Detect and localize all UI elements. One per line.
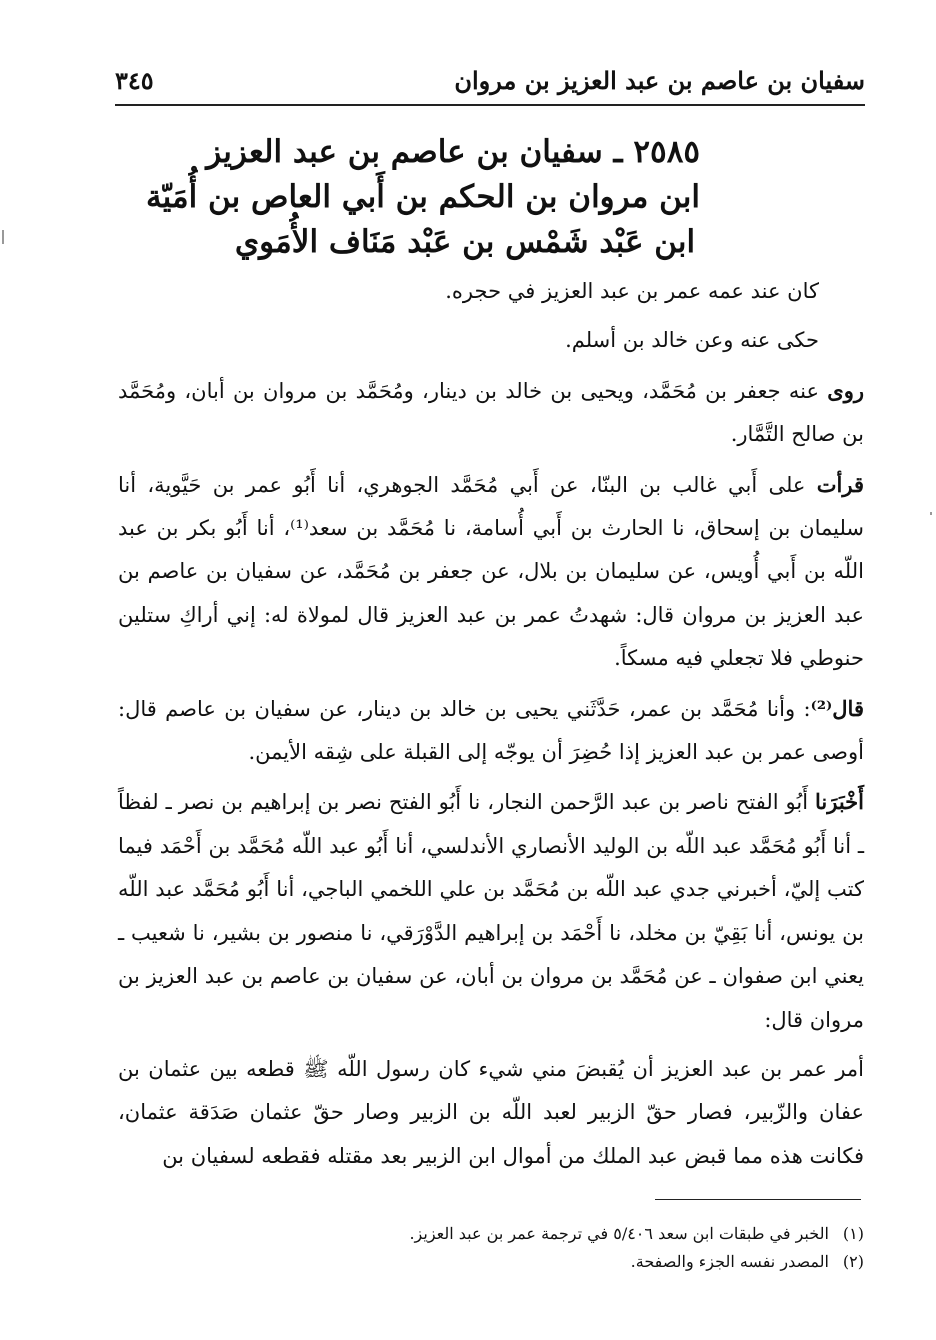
paragraph-5-lead: قال⁽²⁾ bbox=[810, 695, 864, 721]
paragraph-2: حكى عنه وعن خالد بن أسلم. bbox=[565, 328, 819, 353]
paragraph-5-text: : وأنا مُحَمَّد بن عمر، حَدَّثَني يحيى بن خالد بن دينار، عن سفيان بن عاصم قال: أوصى عمر بن عبد العزيز إذا حُضِرَ أن يوجّه إلى القبلة على شِقه الأيمن. bbox=[118, 696, 864, 765]
footnotes bbox=[118, 1220, 864, 1276]
heading-line-1: ٢٥٨٥ ـ سفيان بن عاصم بن عبد العزيز bbox=[206, 134, 700, 170]
paragraph-5 bbox=[118, 687, 864, 775]
paragraph-7: أمر عمر بن عبد العزيز أن يُقبضَ مني شيء كان رسول اللّه ﷺ قطعه بين عثمان بن عفان والزّبير، فصار حقّ الزبير لعبد اللّه بن الزبير وصار حقّ عثمان صَدَقة عثمان، فكانت هذه مما قبض عبد الملك من أموال ابن الزبير بعد مقتله فقطعه لسفيان بن bbox=[118, 1056, 864, 1168]
body-text bbox=[118, 270, 864, 1184]
heading-line-2: ابن مروان بن الحكم بن أَبي العاص بن أُمَيّة bbox=[146, 179, 700, 215]
paragraph-6 bbox=[118, 780, 864, 1041]
footnote-rule bbox=[655, 1199, 861, 1200]
running-title: سفيان بن عاصم بن عبد العزيز بن مروان bbox=[454, 66, 865, 95]
footnote-1 bbox=[118, 1220, 864, 1248]
paragraph-4-lead: قرأت bbox=[816, 471, 864, 497]
paragraph-6-lead: أَخْبَرَنا bbox=[815, 789, 864, 815]
footnote-1-number: (١) bbox=[842, 1224, 864, 1243]
entry-heading bbox=[146, 130, 700, 265]
paragraph-4 bbox=[118, 463, 864, 681]
footnote-2-text: المصدر نفسه الجزء والصفحة. bbox=[630, 1252, 829, 1271]
footnote-2-number: (٢) bbox=[842, 1252, 864, 1271]
page-number: ٣٤٥ bbox=[115, 66, 154, 95]
heading-line-3: ابن عَبْد شَمْس بن عَبْد مَنَاف الأُمَوي bbox=[234, 224, 696, 260]
scan-edge-mark bbox=[2, 230, 4, 244]
paragraph-1: كان عند عمه عمر بن عبد العزيز في حجره. bbox=[445, 279, 819, 303]
header-rule bbox=[115, 104, 865, 106]
paragraph-3-text: عنه جعفر بن مُحَمَّد، ويحيى بن خالد بن دينار، ومُحَمَّد بن مروان بن أبان، ومُحَمَّد بن صالح التَّمَّار. bbox=[118, 378, 864, 447]
paragraph-3-lead: روى bbox=[827, 377, 864, 403]
footnote-2 bbox=[118, 1248, 864, 1276]
paragraph-3 bbox=[118, 369, 864, 457]
footnote-1-text: الخبر في طبقات ابن سعد ٥/٤٠٦ في ترجمة عمر بن عبد العزيز. bbox=[409, 1224, 829, 1243]
scan-edge-mark bbox=[930, 512, 932, 515]
page-header bbox=[115, 66, 865, 106]
paragraph-6-text: أَبُو الفتح ناصر بن عبد الرَّحمن النجار، نا أَبُو الفتح نصر بن إبراهيم بن نصر ـ لفظاً ـ أنا أَبُو مُحَمَّد عبد اللّه بن الوليد الأنصاري الأندلسي، أنا أَبُو عبد اللّه مُحَمَّد بن أَحْمَد فيما كتب إليّ، أخبرني جدي عبد اللّه بن مُحَمَّد بن علي اللخمي الباجي، أنا أَبُو مُحَمَّد عبد اللّه بن يونس، أنا بَقِيّ بن مخلد، نا أَحْمَد بن إبراهيم الدَّوْرَقي، نا منصور بن بشير، نا شعيب ـ يعني ابن صفوان ـ عن مُحَمَّد بن مروان بن أبان، عن سفيان بن عاصم بن عبد العزيز بن مروان قال: bbox=[118, 790, 864, 1032]
paragraph-4-text: على أَبي غالب بن البنّا، عن أَبي مُحَمَّد الجوهري، أنا أَبُو عمر بن حَيَّوية، أنا سليمان بن إسحاق، نا الحارث بن أَبي أُسامة، نا مُحَمَّد بن سعد⁽¹⁾، أنا أَبُو بكر بن عبد اللّه بن أَبي أُويس، عن سليمان بن بلال، عن جعفر بن مُحَمَّد، عن سفيان بن عاصم بن عبد العزيز بن مروان قال: شهدتُ عمر بن عبد العزيز قال لمولاة له: إني أراكِ ستلين حنوطي فلا تجعلي فيه مسكاً. bbox=[118, 472, 865, 671]
